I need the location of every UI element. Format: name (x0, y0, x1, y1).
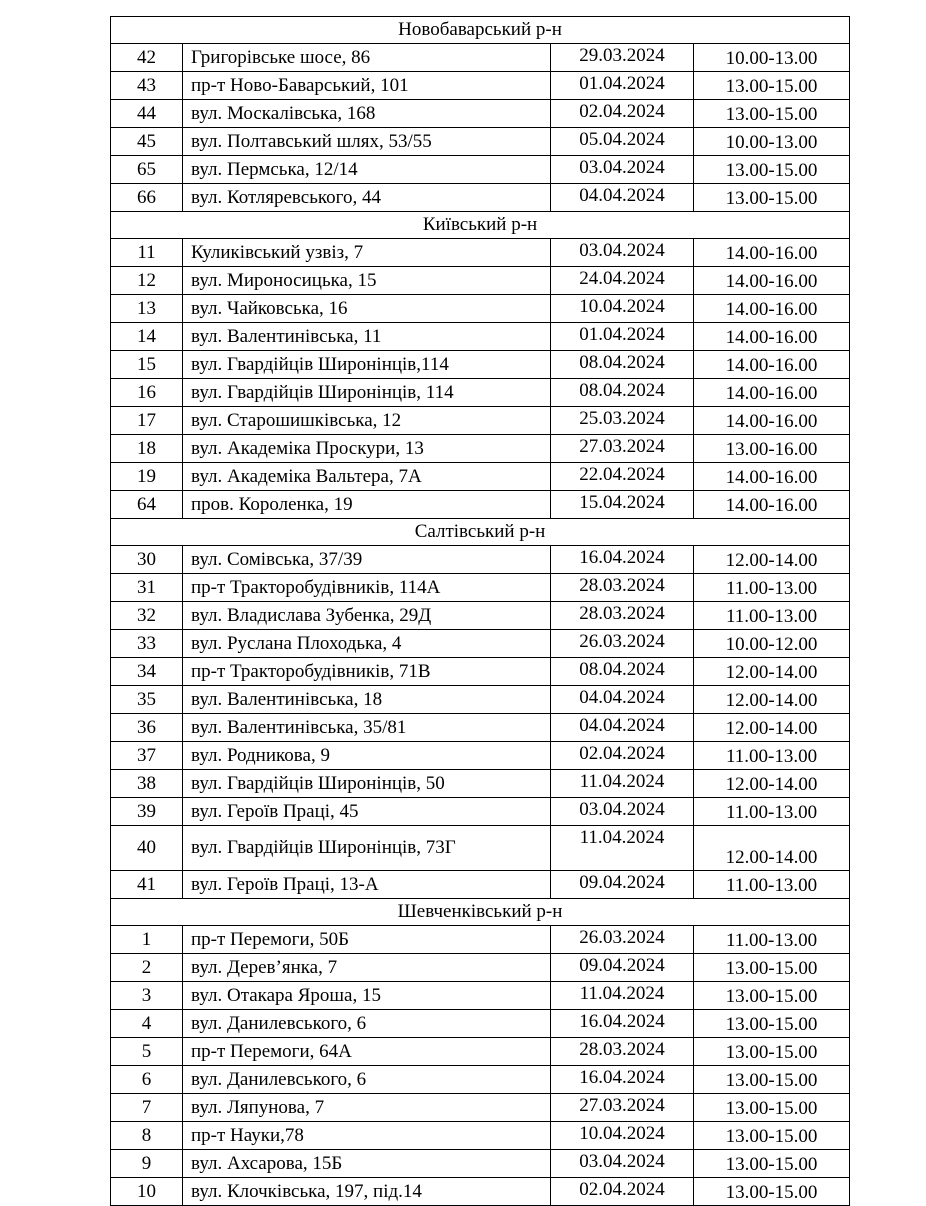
row-number: 13 (111, 295, 183, 323)
row-number: 6 (111, 1066, 183, 1094)
table-row (111, 407, 850, 435)
table-row (111, 156, 850, 184)
table-row (111, 954, 850, 982)
time-cell: 13.00-15.00 (694, 1178, 850, 1206)
row-number: 10 (111, 1178, 183, 1206)
time-cell: 10.00-13.00 (694, 128, 850, 156)
address-cell: вул. Сомівська, 37/39 (183, 546, 551, 574)
time-cell: 14.00-16.00 (694, 407, 850, 435)
row-number: 33 (111, 630, 183, 658)
time-cell: 14.00-16.00 (694, 491, 850, 519)
address-cell: вул. Отакара Яроша, 15 (183, 982, 551, 1010)
district-title: Новобаварський р-н (111, 17, 850, 44)
address-cell: пр-т Тракторобудівників, 71В (183, 658, 551, 686)
address-cell: вул. Руслана Плоходька, 4 (183, 630, 551, 658)
time-cell: 13.00-15.00 (694, 1122, 850, 1150)
date-cell: 01.04.2024 (551, 323, 694, 351)
address-cell: вул. Клочківська, 197, під.14 (183, 1178, 551, 1206)
time-cell: 13.00-15.00 (694, 1150, 850, 1178)
row-number: 66 (111, 184, 183, 212)
address-cell: вул. Данилевського, 6 (183, 1066, 551, 1094)
address-cell: вул. Родникова, 9 (183, 742, 551, 770)
address-cell: пр-т Тракторобудівників, 114А (183, 574, 551, 602)
district-title: Шевченківський р-н (111, 899, 850, 926)
table-row (111, 926, 850, 954)
time-cell: 14.00-16.00 (694, 379, 850, 407)
table-row (111, 546, 850, 574)
row-number: 12 (111, 267, 183, 295)
date-cell: 09.04.2024 (551, 954, 694, 982)
row-number: 65 (111, 156, 183, 184)
table-row (111, 323, 850, 351)
row-number: 31 (111, 574, 183, 602)
date-cell: 10.04.2024 (551, 1122, 694, 1150)
table-row (111, 128, 850, 156)
table-row (111, 72, 850, 100)
row-number: 11 (111, 239, 183, 267)
address-cell: вул. Москалівська, 168 (183, 100, 551, 128)
address-cell: вул. Котляревського, 44 (183, 184, 551, 212)
time-cell: 12.00-14.00 (694, 714, 850, 742)
address-cell: вул. Академіка Проскури, 13 (183, 435, 551, 463)
address-cell: вул. Гвардійців Широнінців, 73Г (183, 826, 551, 871)
date-cell: 27.03.2024 (551, 435, 694, 463)
date-cell: 01.04.2024 (551, 72, 694, 100)
address-cell: вул. Валентинівська, 35/81 (183, 714, 551, 742)
time-cell: 13.00-15.00 (694, 156, 850, 184)
row-number: 37 (111, 742, 183, 770)
date-cell: 25.03.2024 (551, 407, 694, 435)
date-cell: 28.03.2024 (551, 602, 694, 630)
table-row (111, 1150, 850, 1178)
row-number: 35 (111, 686, 183, 714)
date-cell: 16.04.2024 (551, 1010, 694, 1038)
row-number: 64 (111, 491, 183, 519)
time-cell: 10.00-13.00 (694, 44, 850, 72)
row-number: 45 (111, 128, 183, 156)
row-number: 7 (111, 1094, 183, 1122)
district-title: Салтівський р-н (111, 519, 850, 546)
table-row (111, 1010, 850, 1038)
table-row (111, 714, 850, 742)
address-cell: вул. Гвардійців Широнінців,114 (183, 351, 551, 379)
row-number: 32 (111, 602, 183, 630)
address-cell: пр-т Ново-Баварський, 101 (183, 72, 551, 100)
date-cell: 04.04.2024 (551, 714, 694, 742)
time-cell: 13.00-15.00 (694, 982, 850, 1010)
row-number: 40 (111, 826, 183, 871)
row-number: 34 (111, 658, 183, 686)
table-row (111, 491, 850, 519)
date-cell: 26.03.2024 (551, 630, 694, 658)
time-cell: 13.00-16.00 (694, 435, 850, 463)
row-number: 42 (111, 44, 183, 72)
address-cell: вул. Полтавський шлях, 53/55 (183, 128, 551, 156)
time-cell: 13.00-15.00 (694, 184, 850, 212)
row-number: 44 (111, 100, 183, 128)
row-number: 17 (111, 407, 183, 435)
address-cell: вул. Ахсарова, 15Б (183, 1150, 551, 1178)
date-cell: 08.04.2024 (551, 658, 694, 686)
time-cell: 12.00-14.00 (694, 826, 850, 871)
date-cell: 02.04.2024 (551, 1178, 694, 1206)
time-cell: 13.00-15.00 (694, 100, 850, 128)
table-row (111, 1178, 850, 1206)
address-cell: вул. Героїв Праці, 13-А (183, 871, 551, 899)
row-number: 9 (111, 1150, 183, 1178)
table-row (111, 1094, 850, 1122)
address-cell: вул. Героїв Праці, 45 (183, 798, 551, 826)
time-cell: 14.00-16.00 (694, 323, 850, 351)
date-cell: 16.04.2024 (551, 546, 694, 574)
row-number: 18 (111, 435, 183, 463)
table-row (111, 351, 850, 379)
address-cell: пр-т Науки,78 (183, 1122, 551, 1150)
time-cell: 12.00-14.00 (694, 546, 850, 574)
date-cell: 03.04.2024 (551, 1150, 694, 1178)
address-cell: вул. Данилевського, 6 (183, 1010, 551, 1038)
table-row (111, 1122, 850, 1150)
address-cell: вул. Валентинівська, 11 (183, 323, 551, 351)
date-cell: 09.04.2024 (551, 871, 694, 899)
address-cell: вул. Ляпунова, 7 (183, 1094, 551, 1122)
date-cell: 24.04.2024 (551, 267, 694, 295)
district-header-row (111, 17, 850, 44)
table-row (111, 871, 850, 899)
row-number: 8 (111, 1122, 183, 1150)
table-row (111, 239, 850, 267)
row-number: 2 (111, 954, 183, 982)
time-cell: 13.00-15.00 (694, 72, 850, 100)
table-row (111, 44, 850, 72)
address-cell: вул. Пермська, 12/14 (183, 156, 551, 184)
time-cell: 13.00-15.00 (694, 1010, 850, 1038)
date-cell: 03.04.2024 (551, 239, 694, 267)
row-number: 19 (111, 463, 183, 491)
address-cell: вул. Академіка Вальтера, 7А (183, 463, 551, 491)
table-row (111, 379, 850, 407)
table-row (111, 630, 850, 658)
time-cell: 14.00-16.00 (694, 351, 850, 379)
date-cell: 03.04.2024 (551, 156, 694, 184)
date-cell: 16.04.2024 (551, 1066, 694, 1094)
date-cell: 03.04.2024 (551, 798, 694, 826)
address-cell: пр-т Перемоги, 50Б (183, 926, 551, 954)
address-cell: вул. Мироносицька, 15 (183, 267, 551, 295)
table-row (111, 826, 850, 871)
address-cell: Куликівський узвіз, 7 (183, 239, 551, 267)
table-row (111, 295, 850, 323)
date-cell: 02.04.2024 (551, 100, 694, 128)
time-cell: 14.00-16.00 (694, 267, 850, 295)
time-cell: 11.00-13.00 (694, 926, 850, 954)
table-row (111, 267, 850, 295)
table-row (111, 100, 850, 128)
schedule-table (110, 16, 850, 1206)
time-cell: 12.00-14.00 (694, 686, 850, 714)
time-cell: 12.00-14.00 (694, 658, 850, 686)
row-number: 36 (111, 714, 183, 742)
table-row (111, 982, 850, 1010)
time-cell: 13.00-15.00 (694, 1066, 850, 1094)
table-row (111, 574, 850, 602)
date-cell: 08.04.2024 (551, 351, 694, 379)
date-cell: 11.04.2024 (551, 770, 694, 798)
address-cell: пр-т Перемоги, 64А (183, 1038, 551, 1066)
row-number: 3 (111, 982, 183, 1010)
time-cell: 11.00-13.00 (694, 574, 850, 602)
row-number: 4 (111, 1010, 183, 1038)
table-row (111, 184, 850, 212)
date-cell: 11.04.2024 (551, 982, 694, 1010)
row-number: 30 (111, 546, 183, 574)
table-row (111, 658, 850, 686)
date-cell: 28.03.2024 (551, 1038, 694, 1066)
district-header-row (111, 899, 850, 926)
time-cell: 11.00-13.00 (694, 602, 850, 630)
district-title: Київський р-н (111, 212, 850, 239)
row-number: 41 (111, 871, 183, 899)
address-cell: вул. Чайковська, 16 (183, 295, 551, 323)
date-cell: 27.03.2024 (551, 1094, 694, 1122)
date-cell: 05.04.2024 (551, 128, 694, 156)
date-cell: 15.04.2024 (551, 491, 694, 519)
date-cell: 10.04.2024 (551, 295, 694, 323)
address-cell: Григорівське шосе, 86 (183, 44, 551, 72)
address-cell: вул. Старошишківська, 12 (183, 407, 551, 435)
address-cell: вул. Валентинівська, 18 (183, 686, 551, 714)
time-cell: 14.00-16.00 (694, 463, 850, 491)
address-cell: пров. Короленка, 19 (183, 491, 551, 519)
date-cell: 22.04.2024 (551, 463, 694, 491)
time-cell: 14.00-16.00 (694, 239, 850, 267)
address-cell: вул. Владислава Зубенка, 29Д (183, 602, 551, 630)
time-cell: 10.00-12.00 (694, 630, 850, 658)
table-row (111, 742, 850, 770)
date-cell: 04.04.2024 (551, 184, 694, 212)
district-header-row (111, 519, 850, 546)
date-cell: 02.04.2024 (551, 742, 694, 770)
row-number: 38 (111, 770, 183, 798)
district-header-row (111, 212, 850, 239)
time-cell: 11.00-13.00 (694, 742, 850, 770)
table-row (111, 770, 850, 798)
table-row (111, 435, 850, 463)
date-cell: 04.04.2024 (551, 686, 694, 714)
table-row (111, 686, 850, 714)
table-row (111, 1038, 850, 1066)
time-cell: 14.00-16.00 (694, 295, 850, 323)
date-cell: 26.03.2024 (551, 926, 694, 954)
row-number: 15 (111, 351, 183, 379)
table-row (111, 463, 850, 491)
address-cell: вул. Дерев’янка, 7 (183, 954, 551, 982)
address-cell: вул. Гвардійців Широнінців, 114 (183, 379, 551, 407)
time-cell: 11.00-13.00 (694, 871, 850, 899)
table-row (111, 602, 850, 630)
date-cell: 28.03.2024 (551, 574, 694, 602)
table-row (111, 798, 850, 826)
row-number: 1 (111, 926, 183, 954)
time-cell: 13.00-15.00 (694, 1094, 850, 1122)
row-number: 5 (111, 1038, 183, 1066)
row-number: 39 (111, 798, 183, 826)
time-cell: 13.00-15.00 (694, 1038, 850, 1066)
date-cell: 08.04.2024 (551, 379, 694, 407)
address-cell: вул. Гвардійців Широнінців, 50 (183, 770, 551, 798)
time-cell: 11.00-13.00 (694, 798, 850, 826)
time-cell: 13.00-15.00 (694, 954, 850, 982)
schedule-table-body (111, 17, 850, 1206)
row-number: 16 (111, 379, 183, 407)
time-cell: 12.00-14.00 (694, 770, 850, 798)
row-number: 43 (111, 72, 183, 100)
date-cell: 29.03.2024 (551, 44, 694, 72)
row-number: 14 (111, 323, 183, 351)
date-cell: 11.04.2024 (551, 826, 694, 871)
table-row (111, 1066, 850, 1094)
